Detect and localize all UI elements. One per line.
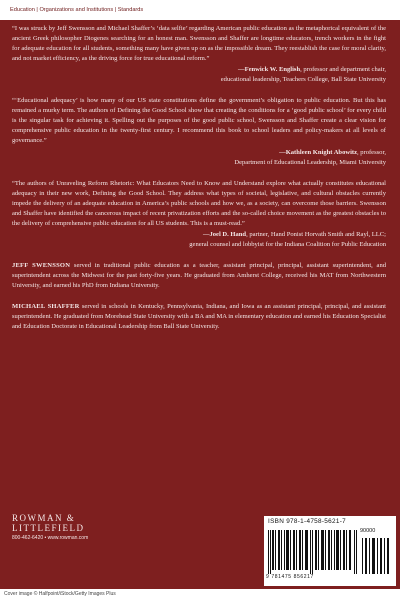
endorser-affiliation: Department of Educational Leadership, Miami University: [234, 158, 386, 166]
publisher-name-line2: LITTLEFIELD: [12, 523, 85, 533]
endorser-affiliation: general counsel and lobbyist for the Indiana Coalition for Public Education: [189, 240, 386, 248]
price-code: 90000: [360, 528, 376, 534]
endorsement-quote: [12, 96, 386, 167]
author-bio: [12, 302, 386, 332]
endorser-name: —Kathleen Knight Abowitz: [279, 148, 357, 156]
endorser-name: —Joel D. Hand: [202, 230, 247, 238]
author-name: MICHAEL SHAFFER: [12, 303, 80, 311]
cover-content: [12, 24, 386, 343]
author-bio-text: served in schools in Kentucky, Pennsylvania, Indiana, and Iowa as an assistant principal, principal, and assistant superintendent. He graduated from Morehead State University with a BA and MA in elementary education and earned his Education Specialist and Education Doctorate in Educational Leadership from Ball State University.: [12, 303, 386, 331]
category-label: Education | Organizations and Institutions | Standards: [10, 7, 144, 13]
endorsement-quote: [12, 24, 386, 85]
barcode-panel: [264, 516, 396, 586]
quote-attribution: [12, 148, 386, 168]
image-credit: [0, 589, 400, 600]
publisher-logo: [12, 513, 132, 541]
quote-text: “The authors of Unraveling Reform Rhetoric: What Educators Need to Know and Understand explore what actually constitutes educational adequacy in their new work, Defining the Good School. They address what types of societal, legislative, and cultural obstacles currently impede the delivery of an adequate education in America’s public schools and how we, as a society, can overcome those barriers. Swensson and Shaffer have identified the cancerous impact of recent privatization efforts and the so-called choice movement as the greatest obstacles to the delivery of comprehensive public education for all US students. This is a must-read.”: [12, 179, 386, 227]
endorser-role: , professor,: [356, 148, 386, 156]
author-bio: [12, 261, 386, 291]
price-barcode-icon: [362, 538, 390, 574]
publisher-contact: 800-462-6420 • www.rowman.com: [12, 535, 89, 541]
publisher-name-line1: ROWMAN &: [12, 513, 76, 523]
barcode-icon: [268, 530, 358, 574]
category-bar: [0, 0, 400, 20]
endorser-name: —Fenwick W. English: [238, 66, 301, 74]
quote-text: “‘Educational adequacy’ is how many of our US state constitutions define the government’s obligation to public education. But this has remained a murky term. The authors of Defining the Good School show that creating the conditions for a ‘good public school’ for every child is the singular task for achieving it. Spelling out the purposes of the good public school, Swensson and Shaffer create a clear vision for comprehensive public education in the twenty-first century. I recommend this book to school leaders and policy-makers at all levels of governance.”: [12, 97, 386, 145]
image-credit-text: Cover image © Halfpoint/iStock/Getty Images Plus: [4, 591, 116, 597]
author-name: JEFF SWENSSON: [12, 261, 71, 269]
ean-digits: 9 781475 856217: [266, 574, 314, 580]
author-bio-text: served in traditional public education as a teacher, assistant principal, principal, assistant superintendent, and superintendent across the Midwest for the past forty-five years. He graduated from Amherst College, received his MAT from Northwestern University, and earned his PhD from Indiana University.: [12, 261, 386, 290]
isbn-label: ISBN 978-1-4758-5621-7: [268, 518, 347, 525]
endorsement-quote: [12, 179, 386, 250]
endorser-role: , partner, Hand Ponist Horvath Smith and Rayl, LLC;: [246, 230, 386, 238]
quote-attribution: [12, 65, 386, 85]
quote-text: “I was struck by Jeff Swensson and Michael Shaffer’s ‘data selfie’ regarding American public education as the metaphorical equivalent of the ancient Greek philosopher Diogenes searching for an honest man. Swensson and Shaffer are longtime educators, trench workers in the fight for adequate education for all students, something many have given up on as the impossible dream. They reestablish the case for moral clarity, and not market efficiency, as the driving force for true educational reform.”: [12, 25, 386, 63]
endorser-role: , professor and department chair,: [300, 66, 386, 74]
endorser-affiliation: educational leadership, Teachers College, Ball State University: [220, 76, 386, 84]
quote-attribution: [12, 230, 386, 250]
